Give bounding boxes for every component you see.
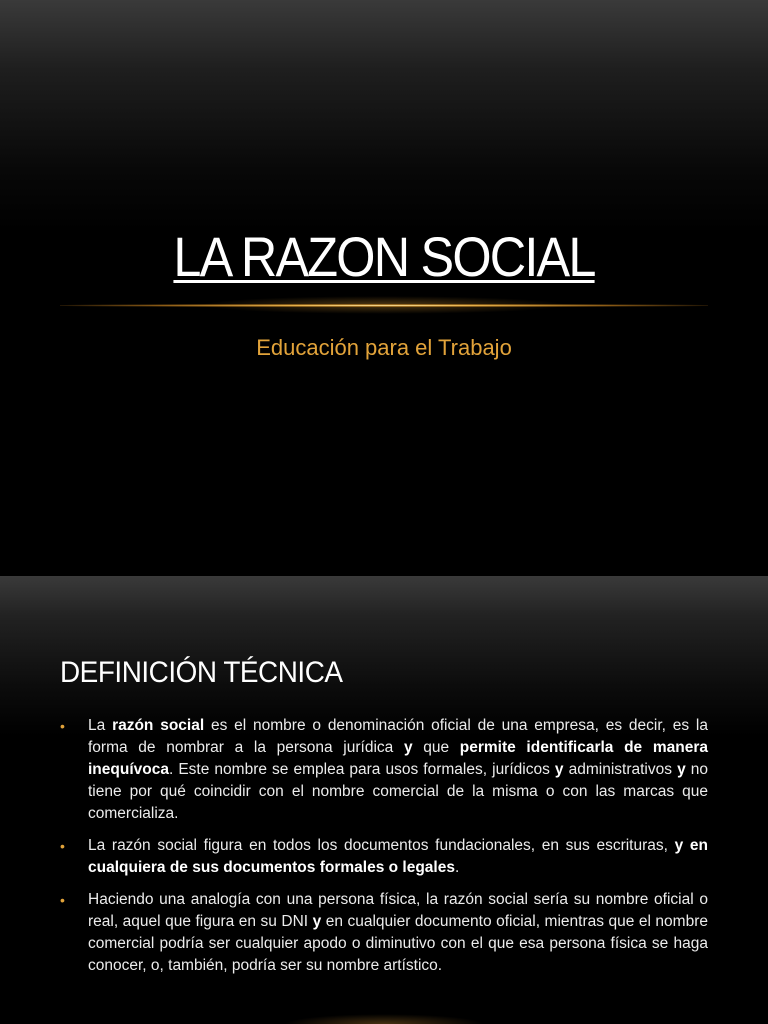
bullet-segment-bold: razón social <box>112 717 205 734</box>
bullet-list <box>60 715 708 987</box>
bullet-text <box>88 717 708 822</box>
bullet-dot-icon: • <box>60 718 65 734</box>
bullet-item <box>60 889 708 977</box>
bullet-text <box>88 891 708 974</box>
content-slide <box>0 576 768 1024</box>
bullet-segment-bold: y <box>554 761 564 778</box>
bullet-item <box>60 835 708 879</box>
slide-subtitle: Educación para el Trabajo <box>256 335 512 360</box>
slide-title: LA RAZON SOCIAL <box>173 225 595 288</box>
bullet-segment: es el nombre o denominación oficial de una empresa, es decir, es la forma de nombrar a la persona jurídica <box>88 717 708 756</box>
bullet-segment-bold: y <box>312 913 322 930</box>
bullet-segment: que <box>412 739 460 756</box>
bullet-segment: . <box>454 859 460 876</box>
bullet-segment: en cualquier documento oficial, mientras que el nombre comercial podría ser cualquier apodo o diminutivo con el que esa persona física se haga conocer, o, también, podría ser su nombre artístico. <box>88 913 708 974</box>
bullet-segment: administrativos <box>563 761 678 778</box>
bullet-segment: La razón social figura en todos los documentos fundacionales, en sus escrituras, <box>88 837 675 854</box>
bullet-segment-bold: y <box>403 739 413 756</box>
bullet-dot-icon: • <box>60 892 65 908</box>
bullet-item <box>60 715 708 825</box>
bottom-glow <box>284 1014 484 1024</box>
section-heading: DEFINICIÓN TÉCNICA <box>60 656 343 689</box>
bullet-segment: . Este nombre se emplea para usos formales, jurídicos <box>168 761 555 778</box>
bullet-dot-icon: • <box>60 838 65 854</box>
title-divider-glow <box>60 304 708 307</box>
bullet-segment-bold: y <box>677 761 686 778</box>
bullet-segment-bold: permite identificarla de manera inequívoca <box>88 739 708 778</box>
bullet-segment-bold: y en cualquiera de sus documentos formales o legales <box>88 837 708 876</box>
bullet-text <box>88 837 708 876</box>
bullet-segment: La <box>88 717 113 734</box>
bullet-segment: no tiene por qué coincidir con el nombre comercial de la misma o con las marcas que comercializa. <box>88 761 708 822</box>
bullet-segment: Haciendo una analogía con una persona física, la razón social sería su nombre oficial o real, aquel que figura en su DNI <box>88 891 708 930</box>
